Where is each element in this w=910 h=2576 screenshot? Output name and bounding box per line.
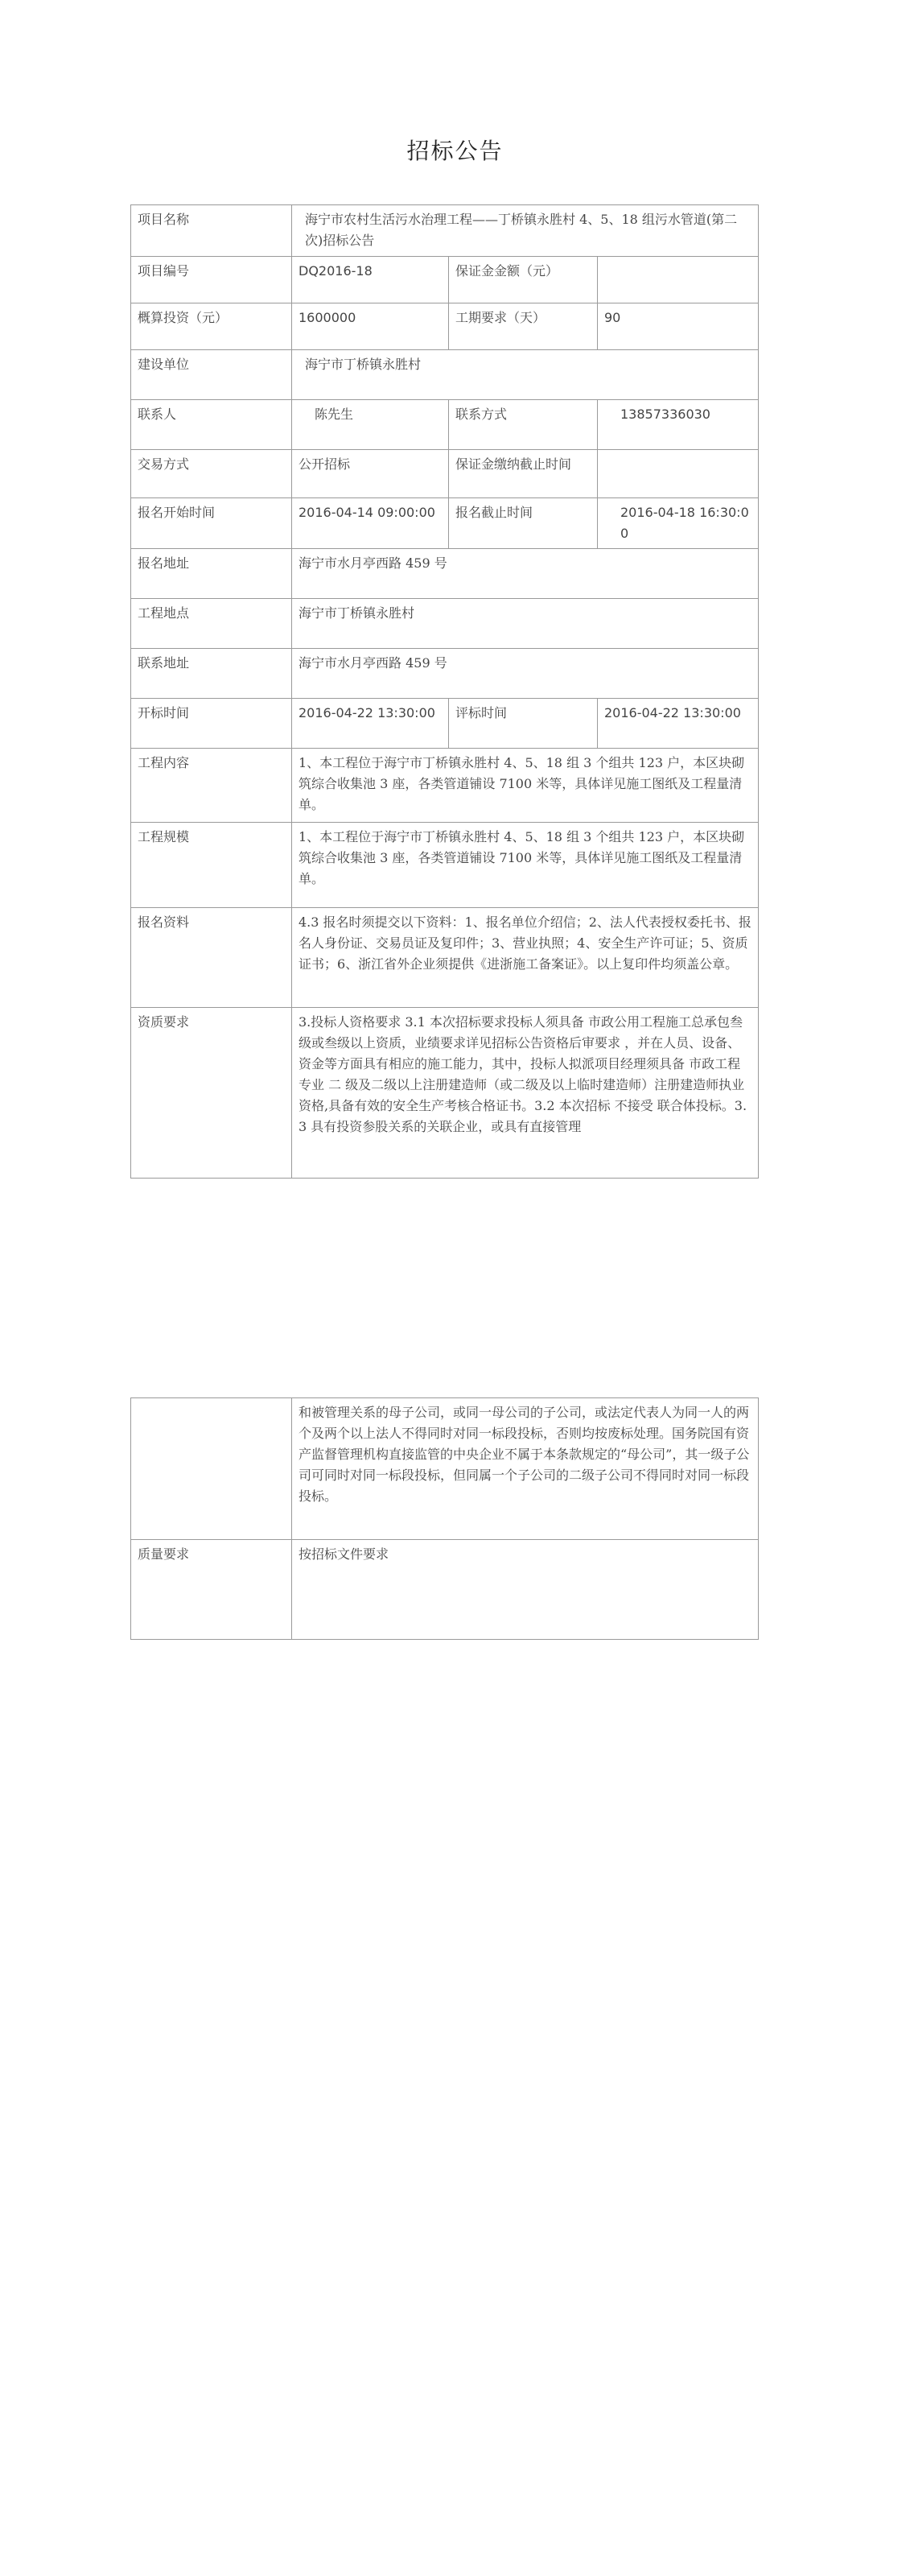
value-trade-mode: 公开招标 [292,450,449,498]
label-reg-start: 报名开始时间 [131,498,292,549]
row-trade-mode [131,450,759,498]
row-builder [131,350,759,400]
label-duration: 工期要求（天） [449,303,598,350]
label-qualification-continued [131,1398,292,1540]
row-scale [131,823,759,908]
label-project-name: 项目名称 [131,205,292,257]
value-builder: 海宁市丁桥镇永胜村 [292,350,759,400]
row-contact [131,400,759,450]
label-budget: 概算投资（元） [131,303,292,350]
label-scale: 工程规模 [131,823,292,908]
row-project-name [131,205,759,257]
value-budget: 1600000 [292,303,449,350]
value-reg-address: 海宁市水月亭西路 459 号 [292,549,759,599]
value-materials: 4.3 报名时须提交以下资料：1、报名单位介绍信；2、法人代表授权委托书、报名人身份证、交易员证及复印件；3、营业执照；4、安全生产许可证；5、资质证书；6、浙江省外企业须提供《进浙施工备案证》。以上复印件均须盖公章。 [292,908,759,1008]
label-site: 工程地点 [131,599,292,649]
label-contact: 联系人 [131,400,292,450]
row-reg-time [131,498,759,549]
label-open-time: 开标时间 [131,699,292,749]
value-contact: 陈先生 [292,400,449,450]
page-title: 招标公告 [406,138,504,164]
row-quality [131,1540,759,1640]
value-open-time: 2016-04-22 13:30:00 [292,699,449,749]
row-content [131,749,759,823]
label-materials: 报名资料 [131,908,292,1008]
label-reg-end: 报名截止时间 [449,498,598,549]
row-project-no [131,257,759,303]
row-materials [131,908,759,1008]
label-quality: 质量要求 [131,1540,292,1640]
value-site: 海宁市丁桥镇永胜村 [292,599,759,649]
row-reg-address [131,549,759,599]
row-open-time [131,699,759,749]
row-qualification-continued [131,1398,759,1540]
label-reg-address: 报名地址 [131,549,292,599]
label-contact-phone: 联系方式 [449,400,598,450]
value-reg-end: 2016-04-18 16:30:00 [598,498,759,549]
value-qualification-continued: 和被管理关系的母子公司，或同一母公司的子公司，或法定代表人为同一人的两个及两个以上法人不得同时对同一标段投标，否则均按废标处理。国务院国有资产监督管理机构直接监管的中央企业不属于本条款规定的“母公司”，其一级子公司可同时对同一标段投标，但同属一个子公司的二级子公司不得同时对同一标段投标。 [292,1398,759,1540]
label-builder: 建设单位 [131,350,292,400]
label-contact-address: 联系地址 [131,649,292,699]
value-qualification: 3.投标人资格要求 3.1 本次招标要求投标人须具备 市政公用工程施工总承包叁级或叁级以上资质，业绩要求详见招标公告资格后审要求 ，并在人员、设备、资金等方面具有相应的施工能力，其中，投标人拟派项目经理须具备 市政工程 专业 二 级及二级以上注册建造师（或二级及以上临时建造师）注册建造师执业资格,具备有效的安全生产考核合格证书。3.2 本次招标 不接受 联合体投标。3.3 具有投资参股关系的关联企业，或具有直接管理 [292,1008,759,1179]
label-trade-mode: 交易方式 [131,450,292,498]
row-site [131,599,759,649]
label-deposit: 保证金金额（元） [449,257,598,303]
announcement-table-continued [130,1397,759,1640]
row-budget [131,303,759,350]
value-contact-address: 海宁市水月亭西路 459 号 [292,649,759,699]
label-eval-time: 评标时间 [449,699,598,749]
label-qualification: 资质要求 [131,1008,292,1179]
row-qualification [131,1008,759,1179]
value-deposit [598,257,759,303]
label-project-no: 项目编号 [131,257,292,303]
value-duration: 90 [598,303,759,350]
value-deposit-deadline [598,450,759,498]
announcement-table [130,204,759,1179]
value-eval-time: 2016-04-22 13:30:00 [598,699,759,749]
value-contact-phone: 13857336030 [598,400,759,450]
value-content: 1、本工程位于海宁市丁桥镇永胜村 4、5、18 组 3 个组共 123 户，本区块砌筑综合收集池 3 座，各类管道铺设 7100 米等，具体详见施工图纸及工程量清单。 [292,749,759,823]
label-deposit-deadline: 保证金缴纳截止时间 [449,450,598,498]
value-scale: 1、本工程位于海宁市丁桥镇永胜村 4、5、18 组 3 个组共 123 户，本区块砌筑综合收集池 3 座，各类管道铺设 7100 米等，具体详见施工图纸及工程量清单。 [292,823,759,908]
value-reg-start: 2016-04-14 09:00:00 [292,498,449,549]
label-content: 工程内容 [131,749,292,823]
value-project-name: 海宁市农村生活污水治理工程——丁桥镇永胜村 4、5、18 组污水管道(第二次)招标公告 [292,205,759,257]
row-contact-address [131,649,759,699]
value-project-no: DQ2016-18 [292,257,449,303]
value-quality: 按招标文件要求 [292,1540,759,1640]
